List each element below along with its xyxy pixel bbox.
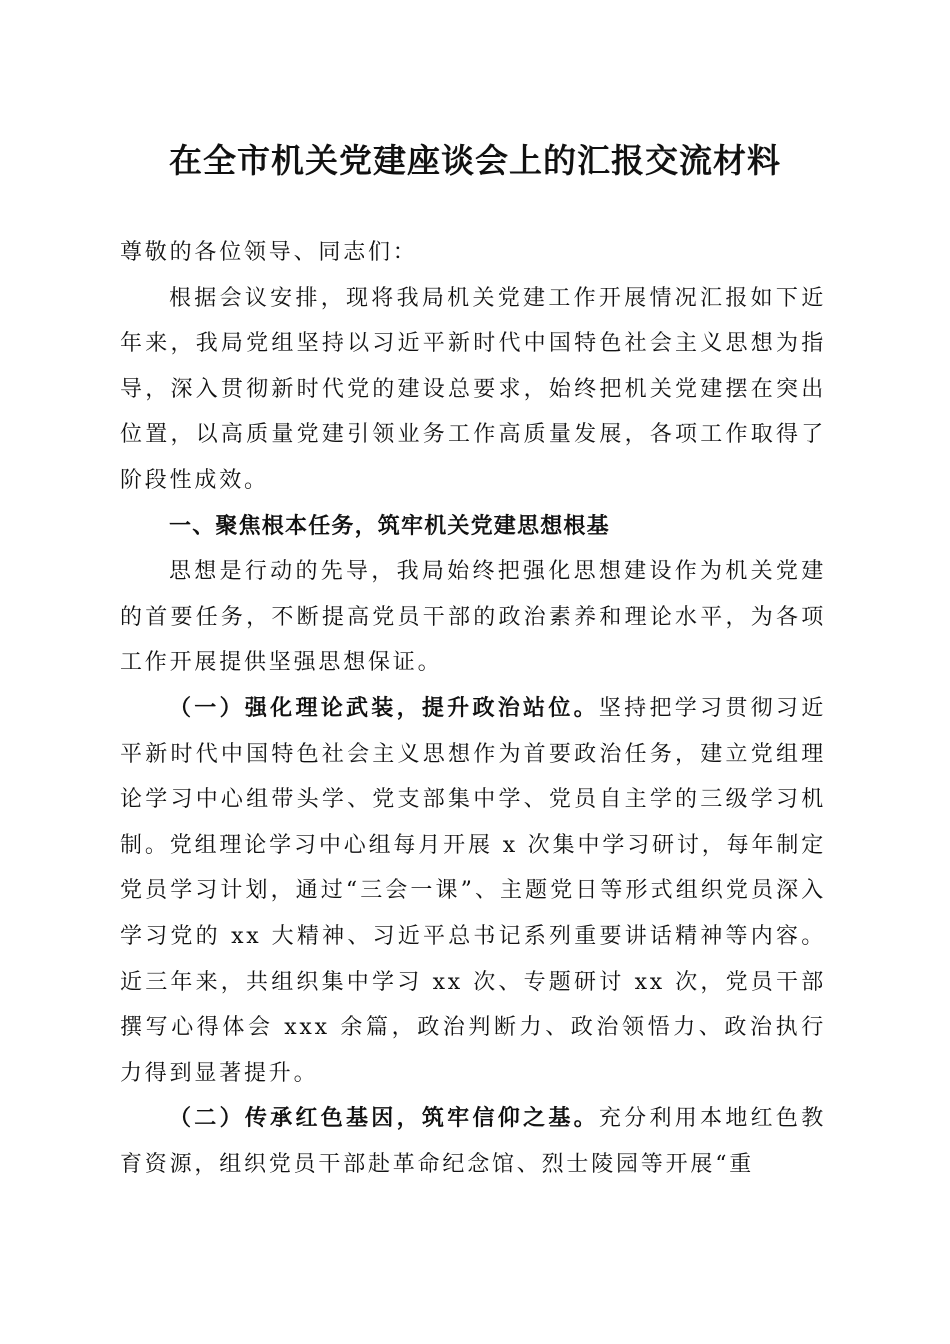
item-2-body: 充分利用本地红色教育资源，组织党员干部赴革命纪念馆、烈士陵园等开展“重 — [120, 1106, 826, 1177]
document-title: 在全市机关党建座谈会上的汇报交流材料 — [169, 141, 781, 180]
item-1-paragraph — [120, 686, 826, 1096]
document-body — [120, 230, 826, 1187]
salutation: 尊敬的各位领导、同志们： — [120, 240, 418, 265]
intro-paragraph: 根据会议安排，现将我局机关党建工作开展情况汇报如下近年来，我局党组坚持以习近平新时代中国特色社会主义思想为指导，深入贯彻新时代党的建设总要求，始终把机关党建摆在突出位置，以高质量党建引领业务工作高质量发展，各项工作取得了阶段性成效。 — [120, 285, 826, 493]
item-2-title: （二）传承红色基因，筑牢信仰之基。 — [169, 1105, 599, 1132]
section-1-lead-paragraph: 思想是行动的先导，我局始终把强化思想建设作为机关党建的首要任务，不断提高党员干部的政治素养和理论水平，为各项工作开展提供坚强思想保证。 — [120, 559, 826, 676]
item-1-title: （一）强化理论武装，提升政治站位。 — [169, 694, 599, 721]
item-1-body: 坚持把学习贯彻习近平新时代中国特色社会主义思想作为首要政治任务，建立党组理论学习中心组带头学、党支部集中学、党员自主学的三级学习机制。党组理论学习中心组每月开展 x 次集中学习研讨，每年制定党员学习计划，通过“三会一课”、主题党日等形式组织党员深入学习党的 xx 大精神、习近平总书记系列重要讲话精神等内容。近三年来，共组织集中学习 xx 次、专题研讨 xx 次，党员干部撰写心得体会 xxx 余篇，政治判断力、政治领悟力、政治执行力得到显著提升。 — [120, 695, 826, 1086]
item-2-paragraph — [120, 1096, 826, 1187]
section-1-heading: 一、聚焦根本任务，筑牢机关党建思想根基 — [169, 512, 610, 539]
